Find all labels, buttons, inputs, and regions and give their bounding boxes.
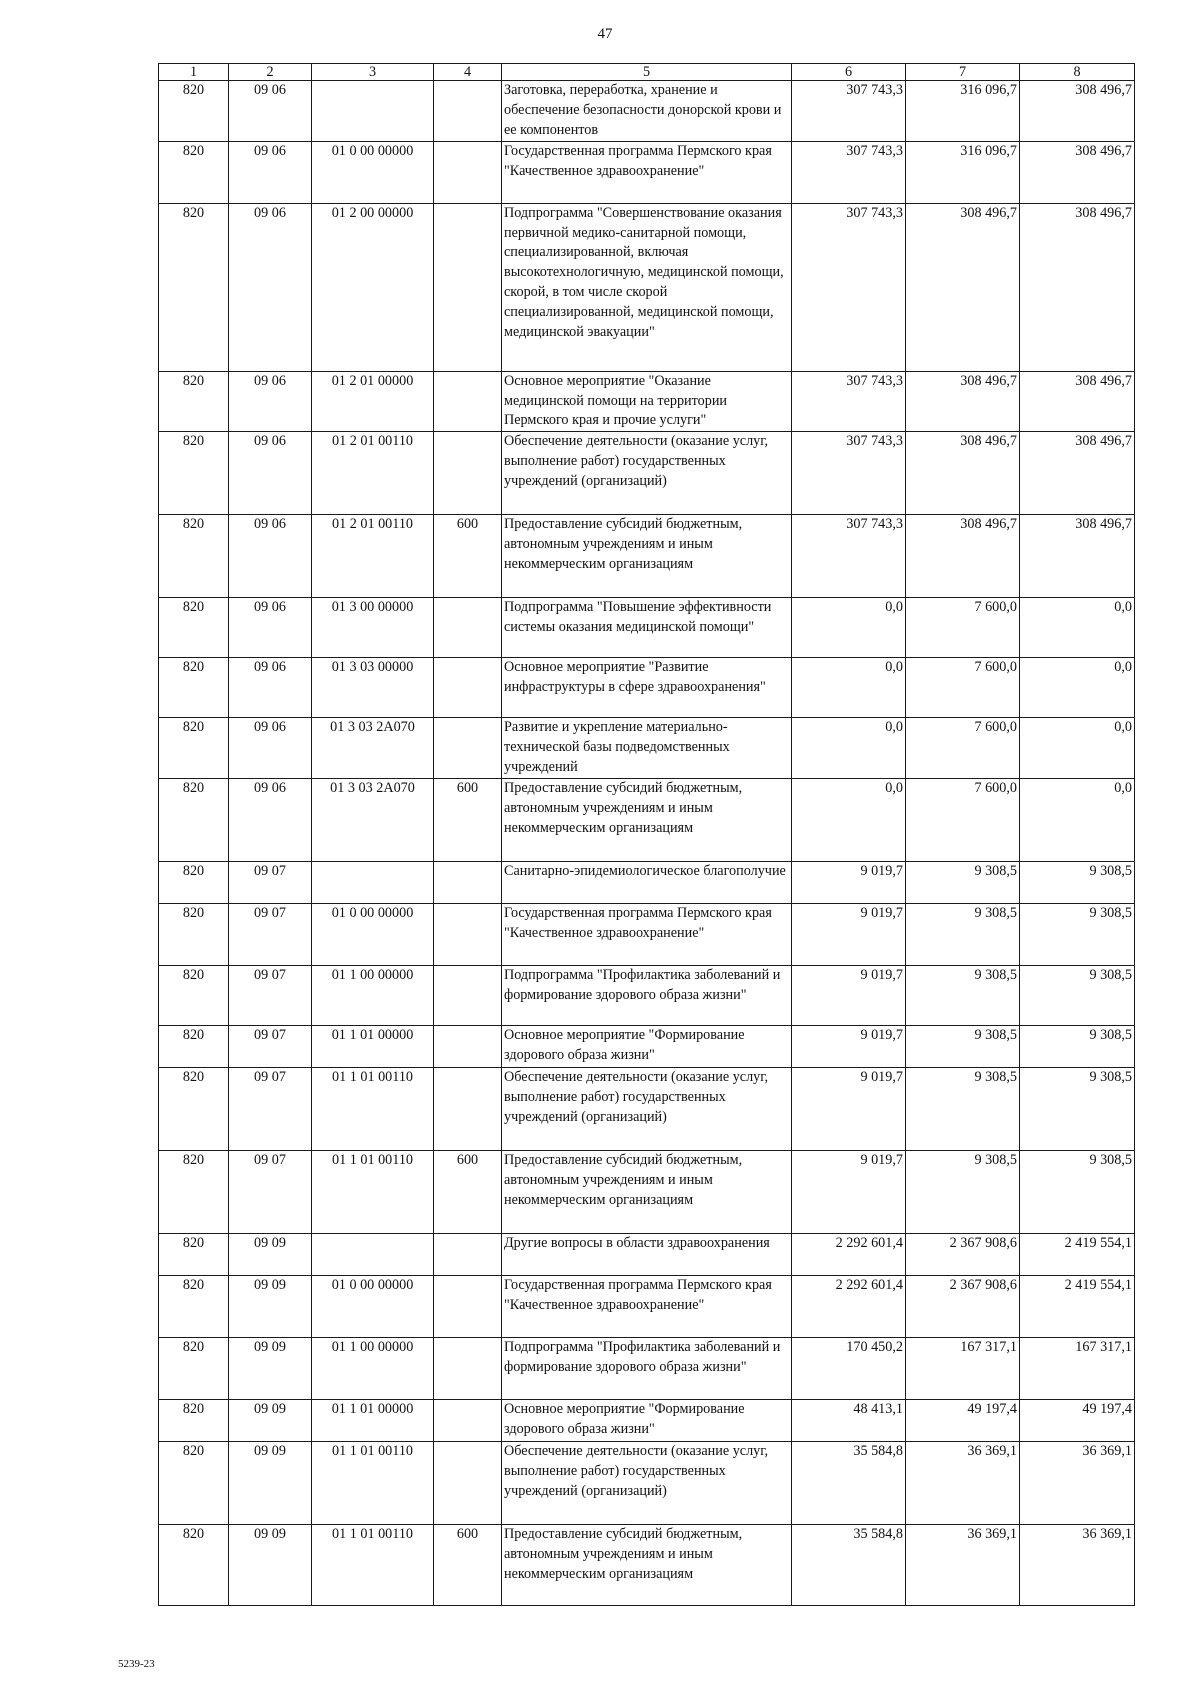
document-code: 5239-23 bbox=[118, 1658, 155, 1670]
col-header-6: 6 bbox=[792, 64, 906, 81]
cell-value-7: 9 308,5 bbox=[906, 861, 1020, 903]
cell-code-1: 820 bbox=[159, 778, 229, 861]
cell-value-8: 308 496,7 bbox=[1020, 203, 1135, 371]
col-header-4: 4 bbox=[434, 64, 502, 81]
table-row bbox=[159, 141, 1135, 203]
cell-code-4 bbox=[434, 1025, 502, 1067]
col-header-8: 8 bbox=[1020, 64, 1135, 81]
table-row bbox=[159, 432, 1135, 515]
cell-code-3: 01 3 00 00000 bbox=[312, 598, 434, 658]
cell-name: Обеспечение деятельности (оказание услуг, выполнение работ) государственных учреждений (организаций) bbox=[502, 432, 792, 515]
table-row bbox=[159, 1337, 1135, 1399]
cell-code-2: 09 09 bbox=[229, 1233, 312, 1275]
cell-name: Обеспечение деятельности (оказание услуг, выполнение работ) государственных учреждений (организаций) bbox=[502, 1441, 792, 1524]
cell-code-2: 09 06 bbox=[229, 141, 312, 203]
cell-name: Подпрограмма "Профилактика заболеваний и формирование здорового образа жизни" bbox=[502, 965, 792, 1025]
cell-code-2: 09 07 bbox=[229, 1150, 312, 1233]
cell-code-4 bbox=[434, 658, 502, 718]
cell-code-1: 820 bbox=[159, 861, 229, 903]
cell-code-1: 820 bbox=[159, 598, 229, 658]
cell-code-3: 01 2 00 00000 bbox=[312, 203, 434, 371]
cell-code-2: 09 07 bbox=[229, 1067, 312, 1150]
cell-value-6: 307 743,3 bbox=[792, 141, 906, 203]
cell-code-1: 820 bbox=[159, 141, 229, 203]
cell-code-1: 820 bbox=[159, 965, 229, 1025]
cell-code-2: 09 07 bbox=[229, 1025, 312, 1067]
cell-value-6: 307 743,3 bbox=[792, 81, 906, 142]
cell-code-1: 820 bbox=[159, 1150, 229, 1233]
cell-value-7: 308 496,7 bbox=[906, 515, 1020, 598]
table-row bbox=[159, 718, 1135, 779]
cell-code-4 bbox=[434, 1337, 502, 1399]
cell-code-1: 820 bbox=[159, 1337, 229, 1399]
cell-value-6: 307 743,3 bbox=[792, 432, 906, 515]
cell-name: Основное мероприятие "Формирование здорового образа жизни" bbox=[502, 1025, 792, 1067]
cell-name: Обеспечение деятельности (оказание услуг, выполнение работ) государственных учреждений (организаций) bbox=[502, 1067, 792, 1150]
cell-value-7: 9 308,5 bbox=[906, 1150, 1020, 1233]
cell-code-3: 01 1 01 00110 bbox=[312, 1067, 434, 1150]
cell-code-4 bbox=[434, 1067, 502, 1150]
cell-value-6: 9 019,7 bbox=[792, 861, 906, 903]
cell-name: Предоставление субсидий бюджетным, автономным учреждениям и иным некоммерческим организациям bbox=[502, 515, 792, 598]
cell-value-6: 35 584,8 bbox=[792, 1524, 906, 1605]
cell-code-3 bbox=[312, 861, 434, 903]
cell-value-7: 2 367 908,6 bbox=[906, 1233, 1020, 1275]
table-row bbox=[159, 515, 1135, 598]
cell-code-3: 01 0 00 00000 bbox=[312, 141, 434, 203]
cell-code-2: 09 06 bbox=[229, 658, 312, 718]
cell-code-3: 01 2 01 00110 bbox=[312, 432, 434, 515]
cell-value-7: 9 308,5 bbox=[906, 965, 1020, 1025]
table-row bbox=[159, 1399, 1135, 1441]
cell-code-4 bbox=[434, 81, 502, 142]
table-row bbox=[159, 1524, 1135, 1605]
cell-value-8: 308 496,7 bbox=[1020, 515, 1135, 598]
page-number: 47 bbox=[597, 26, 613, 42]
cell-code-4 bbox=[434, 203, 502, 371]
cell-code-3: 01 2 01 00000 bbox=[312, 371, 434, 432]
cell-value-8: 9 308,5 bbox=[1020, 1025, 1135, 1067]
table-row bbox=[159, 1275, 1135, 1337]
cell-value-7: 36 369,1 bbox=[906, 1524, 1020, 1605]
cell-code-4 bbox=[434, 1399, 502, 1441]
cell-code-4: 600 bbox=[434, 515, 502, 598]
cell-code-3: 01 3 03 2А070 bbox=[312, 718, 434, 779]
cell-code-3: 01 1 01 00000 bbox=[312, 1025, 434, 1067]
table-row bbox=[159, 371, 1135, 432]
cell-code-3: 01 1 01 00110 bbox=[312, 1150, 434, 1233]
table-row bbox=[159, 1067, 1135, 1150]
cell-name: Основное мероприятие "Формирование здорового образа жизни" bbox=[502, 1399, 792, 1441]
cell-code-4 bbox=[434, 598, 502, 658]
cell-name: Государственная программа Пермского края "Качественное здравоохранение" bbox=[502, 141, 792, 203]
cell-value-7: 308 496,7 bbox=[906, 203, 1020, 371]
cell-value-7: 308 496,7 bbox=[906, 432, 1020, 515]
cell-value-6: 48 413,1 bbox=[792, 1399, 906, 1441]
table-row bbox=[159, 778, 1135, 861]
cell-value-7: 316 096,7 bbox=[906, 141, 1020, 203]
cell-code-4: 600 bbox=[434, 1150, 502, 1233]
cell-code-3: 01 1 01 00110 bbox=[312, 1441, 434, 1524]
cell-name: Подпрограмма "Совершенствование оказания первичной медико-санитарной помощи, специализированной, включая высокотехнологичную, медицинской помощи, скорой, в том числе скорой специализированной, медицинской помощи, медицинской эвакуации" bbox=[502, 203, 792, 371]
cell-value-7: 316 096,7 bbox=[906, 81, 1020, 142]
cell-code-3: 01 3 03 2А070 bbox=[312, 778, 434, 861]
cell-code-1: 820 bbox=[159, 81, 229, 142]
cell-value-7: 7 600,0 bbox=[906, 778, 1020, 861]
cell-code-1: 820 bbox=[159, 203, 229, 371]
col-header-5: 5 bbox=[502, 64, 792, 81]
cell-code-1: 820 bbox=[159, 1025, 229, 1067]
cell-code-3: 01 1 01 00110 bbox=[312, 1524, 434, 1605]
cell-code-1: 820 bbox=[159, 1067, 229, 1150]
cell-code-3: 01 3 03 00000 bbox=[312, 658, 434, 718]
cell-value-6: 2 292 601,4 bbox=[792, 1275, 906, 1337]
cell-code-3: 01 0 00 00000 bbox=[312, 903, 434, 965]
cell-value-6: 9 019,7 bbox=[792, 1067, 906, 1150]
col-header-1: 1 bbox=[159, 64, 229, 81]
table-row bbox=[159, 81, 1135, 142]
cell-code-2: 09 09 bbox=[229, 1337, 312, 1399]
cell-value-7: 9 308,5 bbox=[906, 1067, 1020, 1150]
cell-name: Государственная программа Пермского края "Качественное здравоохранение" bbox=[502, 1275, 792, 1337]
cell-value-7: 2 367 908,6 bbox=[906, 1275, 1020, 1337]
cell-value-8: 308 496,7 bbox=[1020, 371, 1135, 432]
cell-code-1: 820 bbox=[159, 432, 229, 515]
cell-code-2: 09 06 bbox=[229, 432, 312, 515]
cell-name: Основное мероприятие "Оказание медицинской помощи на территории Пермского края и прочие услуги" bbox=[502, 371, 792, 432]
cell-code-2: 09 07 bbox=[229, 965, 312, 1025]
table-row bbox=[159, 1441, 1135, 1524]
cell-code-1: 820 bbox=[159, 903, 229, 965]
col-header-2: 2 bbox=[229, 64, 312, 81]
cell-value-8: 167 317,1 bbox=[1020, 1337, 1135, 1399]
col-header-7: 7 bbox=[906, 64, 1020, 81]
cell-code-1: 820 bbox=[159, 1233, 229, 1275]
cell-value-8: 36 369,1 bbox=[1020, 1441, 1135, 1524]
table-row bbox=[159, 861, 1135, 903]
cell-value-7: 49 197,4 bbox=[906, 1399, 1020, 1441]
cell-code-1: 820 bbox=[159, 1524, 229, 1605]
cell-code-4 bbox=[434, 965, 502, 1025]
cell-code-3: 01 0 00 00000 bbox=[312, 1275, 434, 1337]
cell-value-6: 9 019,7 bbox=[792, 903, 906, 965]
cell-name: Предоставление субсидий бюджетным, автономным учреждениям и иным некоммерческим организациям bbox=[502, 1150, 792, 1233]
cell-value-8: 308 496,7 bbox=[1020, 141, 1135, 203]
cell-code-3: 01 1 00 00000 bbox=[312, 965, 434, 1025]
cell-value-8: 9 308,5 bbox=[1020, 903, 1135, 965]
cell-code-4 bbox=[434, 1233, 502, 1275]
cell-value-8: 9 308,5 bbox=[1020, 1067, 1135, 1150]
cell-value-6: 307 743,3 bbox=[792, 515, 906, 598]
cell-value-6: 0,0 bbox=[792, 658, 906, 718]
cell-value-6: 307 743,3 bbox=[792, 203, 906, 371]
cell-code-2: 09 09 bbox=[229, 1524, 312, 1605]
cell-code-1: 820 bbox=[159, 1441, 229, 1524]
cell-code-4: 600 bbox=[434, 1524, 502, 1605]
cell-code-4 bbox=[434, 371, 502, 432]
cell-code-2: 09 06 bbox=[229, 81, 312, 142]
cell-name: Основное мероприятие "Развитие инфраструктуры в сфере здравоохранения" bbox=[502, 658, 792, 718]
cell-value-6: 9 019,7 bbox=[792, 1025, 906, 1067]
cell-value-7: 308 496,7 bbox=[906, 371, 1020, 432]
cell-value-8: 0,0 bbox=[1020, 598, 1135, 658]
cell-code-4 bbox=[434, 141, 502, 203]
cell-code-4 bbox=[434, 861, 502, 903]
cell-code-3: 01 1 01 00000 bbox=[312, 1399, 434, 1441]
cell-value-6: 307 743,3 bbox=[792, 371, 906, 432]
cell-value-7: 9 308,5 bbox=[906, 1025, 1020, 1067]
cell-value-6: 0,0 bbox=[792, 718, 906, 779]
cell-value-7: 7 600,0 bbox=[906, 658, 1020, 718]
col-header-3: 3 bbox=[312, 64, 434, 81]
cell-name: Подпрограмма "Повышение эффективности системы оказания медицинской помощи" bbox=[502, 598, 792, 658]
cell-name: Заготовка, переработка, хранение и обеспечение безопасности донорской крови и ее компонентов bbox=[502, 81, 792, 142]
cell-code-1: 820 bbox=[159, 371, 229, 432]
table-row bbox=[159, 903, 1135, 965]
cell-name: Предоставление субсидий бюджетным, автономным учреждениям и иным некоммерческим организациям bbox=[502, 1524, 792, 1605]
cell-value-7: 36 369,1 bbox=[906, 1441, 1020, 1524]
cell-code-4 bbox=[434, 903, 502, 965]
table-row bbox=[159, 1233, 1135, 1275]
cell-value-6: 0,0 bbox=[792, 778, 906, 861]
table-row bbox=[159, 1025, 1135, 1067]
cell-value-8: 9 308,5 bbox=[1020, 965, 1135, 1025]
cell-name: Подпрограмма "Профилактика заболеваний и формирование здорового образа жизни" bbox=[502, 1337, 792, 1399]
cell-code-4 bbox=[434, 718, 502, 779]
cell-value-8: 49 197,4 bbox=[1020, 1399, 1135, 1441]
cell-code-1: 820 bbox=[159, 658, 229, 718]
cell-code-1: 820 bbox=[159, 515, 229, 598]
cell-name: Развитие и укрепление материально-технической базы подведомственных учреждений bbox=[502, 718, 792, 779]
cell-value-6: 170 450,2 bbox=[792, 1337, 906, 1399]
cell-value-8: 9 308,5 bbox=[1020, 861, 1135, 903]
cell-value-8: 308 496,7 bbox=[1020, 432, 1135, 515]
cell-code-2: 09 06 bbox=[229, 718, 312, 779]
table-row bbox=[159, 965, 1135, 1025]
cell-code-2: 09 06 bbox=[229, 203, 312, 371]
cell-code-2: 09 07 bbox=[229, 903, 312, 965]
cell-code-1: 820 bbox=[159, 1275, 229, 1337]
cell-code-2: 09 06 bbox=[229, 515, 312, 598]
cell-code-2: 09 06 bbox=[229, 778, 312, 861]
cell-code-3: 01 2 01 00110 bbox=[312, 515, 434, 598]
cell-value-6: 2 292 601,4 bbox=[792, 1233, 906, 1275]
cell-value-6: 9 019,7 bbox=[792, 965, 906, 1025]
cell-code-3 bbox=[312, 1233, 434, 1275]
cell-code-2: 09 06 bbox=[229, 371, 312, 432]
cell-code-4 bbox=[434, 432, 502, 515]
cell-value-7: 9 308,5 bbox=[906, 903, 1020, 965]
cell-name: Предоставление субсидий бюджетным, автономным учреждениям и иным некоммерческим организациям bbox=[502, 778, 792, 861]
cell-value-8: 9 308,5 bbox=[1020, 1150, 1135, 1233]
cell-code-3 bbox=[312, 81, 434, 142]
cell-value-8: 0,0 bbox=[1020, 718, 1135, 779]
cell-value-8: 36 369,1 bbox=[1020, 1524, 1135, 1605]
cell-code-4: 600 bbox=[434, 778, 502, 861]
table-row bbox=[159, 598, 1135, 658]
cell-code-2: 09 09 bbox=[229, 1399, 312, 1441]
budget-table bbox=[158, 63, 1135, 1606]
cell-value-8: 0,0 bbox=[1020, 778, 1135, 861]
cell-value-8: 2 419 554,1 bbox=[1020, 1275, 1135, 1337]
table-row bbox=[159, 658, 1135, 718]
cell-value-7: 7 600,0 bbox=[906, 718, 1020, 779]
table-header-row bbox=[159, 64, 1135, 81]
table-row bbox=[159, 1150, 1135, 1233]
cell-code-3: 01 1 00 00000 bbox=[312, 1337, 434, 1399]
cell-code-4 bbox=[434, 1441, 502, 1524]
cell-value-7: 167 317,1 bbox=[906, 1337, 1020, 1399]
cell-value-8: 2 419 554,1 bbox=[1020, 1233, 1135, 1275]
cell-value-6: 35 584,8 bbox=[792, 1441, 906, 1524]
table-row bbox=[159, 203, 1135, 371]
cell-name: Государственная программа Пермского края "Качественное здравоохранение" bbox=[502, 903, 792, 965]
cell-value-8: 0,0 bbox=[1020, 658, 1135, 718]
cell-value-6: 9 019,7 bbox=[792, 1150, 906, 1233]
cell-code-2: 09 09 bbox=[229, 1275, 312, 1337]
cell-value-6: 0,0 bbox=[792, 598, 906, 658]
cell-value-8: 308 496,7 bbox=[1020, 81, 1135, 142]
cell-code-1: 820 bbox=[159, 1399, 229, 1441]
cell-code-2: 09 07 bbox=[229, 861, 312, 903]
cell-code-4 bbox=[434, 1275, 502, 1337]
cell-name: Другие вопросы в области здравоохранения bbox=[502, 1233, 792, 1275]
cell-code-1: 820 bbox=[159, 718, 229, 779]
cell-value-7: 7 600,0 bbox=[906, 598, 1020, 658]
cell-name: Санитарно-эпидемиологическое благополучие bbox=[502, 861, 792, 903]
cell-code-2: 09 09 bbox=[229, 1441, 312, 1524]
cell-code-2: 09 06 bbox=[229, 598, 312, 658]
